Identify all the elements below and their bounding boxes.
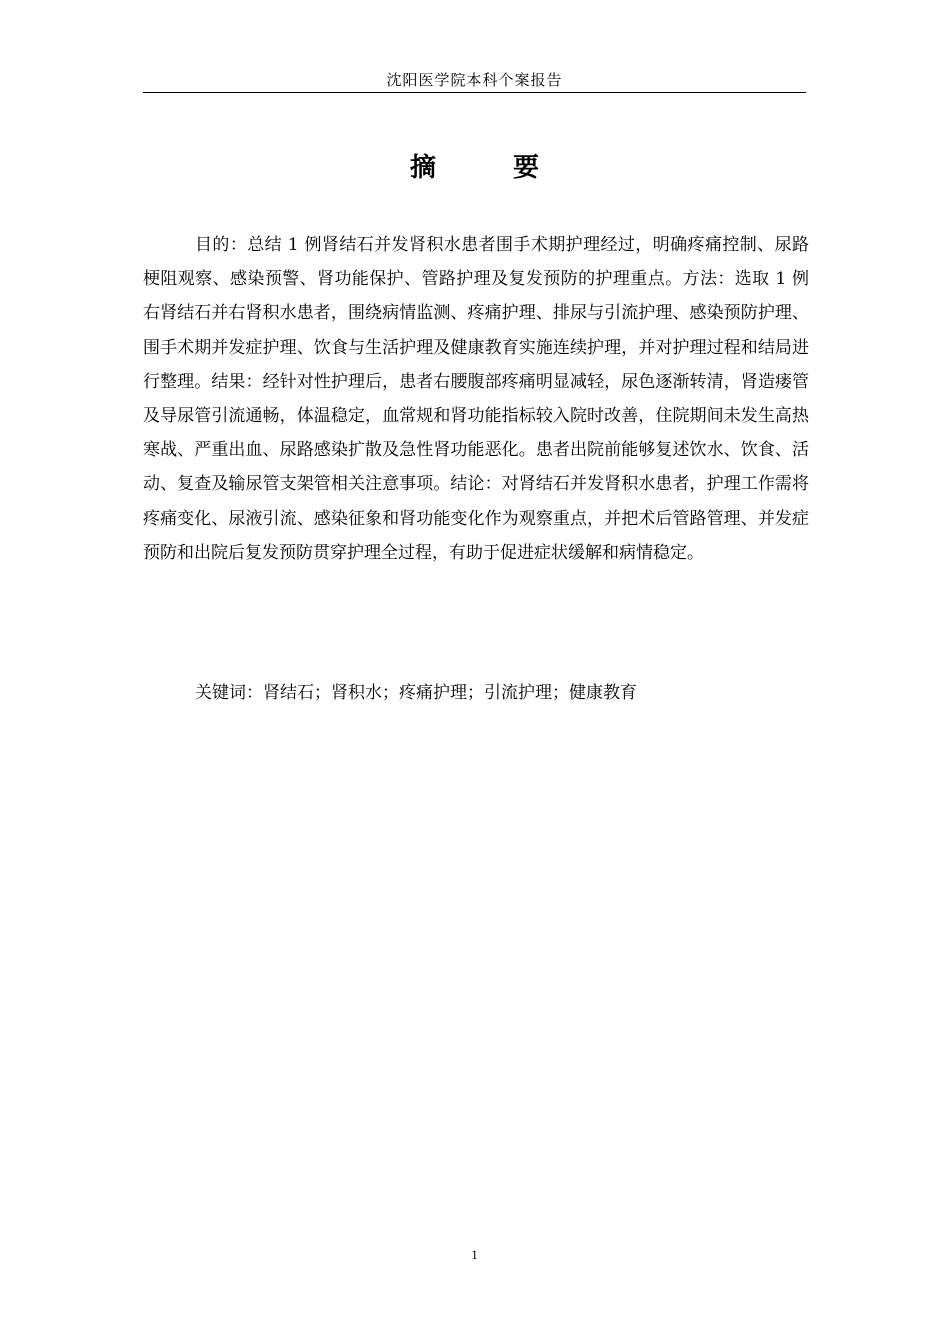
page-number: 1 xyxy=(471,1247,478,1262)
keywords-line xyxy=(143,676,809,710)
methods-text: 选取 1 例右肾结石并右肾积水患者，围绕病情监测、疼痛护理、排尿与引流护理、感染预防护理、围手术期并发症护理、饮食与生活护理及健康教育实施连续护理，并对护理过程和结局进行整理。 xyxy=(143,269,810,392)
page-title: 摘 要 xyxy=(409,153,574,183)
methods-label: 方法： xyxy=(682,269,735,290)
header-text: 沈阳医学院本科个案报告 xyxy=(386,71,563,89)
results-label: 结果： xyxy=(211,371,263,392)
conclusion-text: 对肾结石并发肾积水患者，护理工作需将疼痛变化、尿液引流、感染征象和肾功能变化作为观察重点，并把术后管路管理、并发症预防和出院后复发预防贯穿护理全过程，有助于促进症状缓解和病情稳定。 xyxy=(143,474,810,563)
objective-text: 总结 1 例肾结石并发肾积水患者围手术期护理经过，明确疼痛控制、尿路梗阻观察、感染预警、肾功能保护、管路护理及复发预防的护理重点。 xyxy=(143,235,809,290)
keywords-label: 关键词： xyxy=(195,683,263,703)
objective-label: 目的： xyxy=(195,235,248,255)
page-header xyxy=(143,68,806,93)
results-text: 经针对性护理后，患者右腰腹部疼痛明显减轻，尿色逐渐转清，肾造瘘管及导尿管引流通畅，体温稳定，血常规和肾功能指标较入院时改善，住院期间未发生高热寒战、严重出血、尿路感染扩散及急性肾功能恶化。患者出院前能够复述饮水、饮食、活动、复查及输尿管支架管相关注意事项。 xyxy=(143,371,810,495)
keywords-text: 肾结石；肾积水；疼痛护理；引流护理；健康教育 xyxy=(263,683,637,703)
abstract-paragraph xyxy=(143,228,809,570)
conclusion-label: 结论： xyxy=(450,474,502,495)
